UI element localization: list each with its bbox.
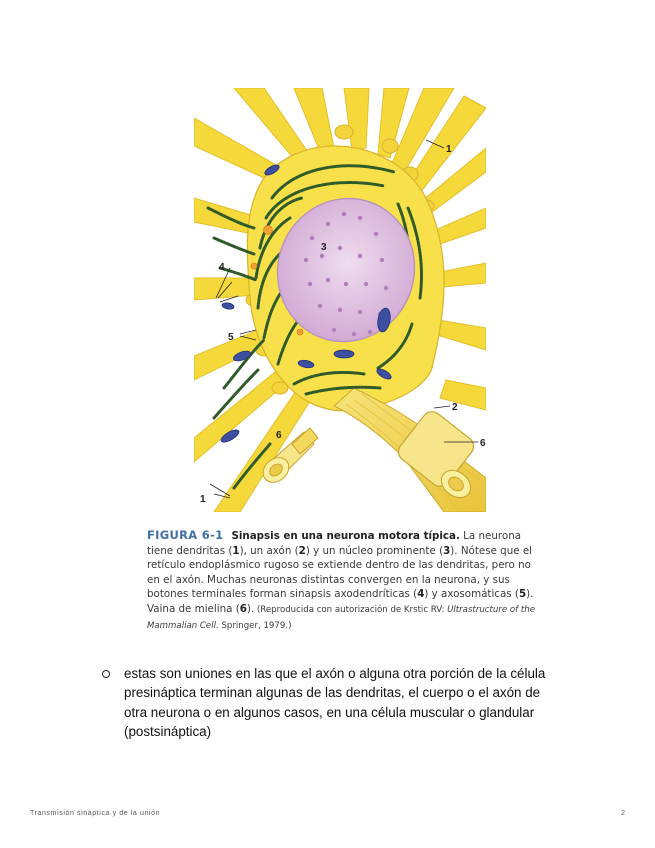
caption-ref-6: 6 xyxy=(239,602,247,615)
caption-source-end: Springer, 1979.) xyxy=(218,620,292,631)
caption-source: (Reproducida con autorización de Krstic RV: xyxy=(254,604,448,615)
caption-text: ). xyxy=(246,602,255,615)
list-item xyxy=(102,664,562,741)
caption-text: ). Nótese que el retículo endoplásmico rugoso se extiende dentro de las dendritas, pero no en el axón. Muchas neuronas distintas convergen en la neurona, y sus botones terminales forman sinapsis axodendríticas ( xyxy=(147,544,533,601)
callout-5: 5 xyxy=(228,332,234,343)
caption-text: ). Vaina de mielina ( xyxy=(147,588,534,615)
callout-6-left: 6 xyxy=(276,430,282,441)
figure-title: Sinapsis en una neurona motora típica. xyxy=(231,530,460,542)
figure-caption xyxy=(147,528,542,633)
callout-4: 4 xyxy=(219,262,225,273)
callout-1-top: 1 xyxy=(446,144,452,155)
caption-text: La neurona tiene dendritas ( xyxy=(147,530,522,557)
caption-ref-4: 4 xyxy=(417,588,425,601)
caption-text: ) y un núcleo prominente ( xyxy=(305,544,444,557)
caption-text: ), un axón ( xyxy=(239,544,299,557)
footer-title: Transmisión sináptica y de la unión xyxy=(30,810,161,817)
caption-text: ) y axosomáticas ( xyxy=(424,588,519,601)
caption-ref-2: 2 xyxy=(298,544,306,557)
caption-ref-1: 1 xyxy=(232,544,240,557)
callout-3: 3 xyxy=(321,242,327,253)
caption-ref-3: 3 xyxy=(443,544,451,557)
caption-ref-5: 5 xyxy=(518,588,527,601)
callout-2: 2 xyxy=(452,402,458,413)
caption-source-title: Ultrastructure of the Mammalian Cell. xyxy=(147,604,535,631)
callout-6-right: 6 xyxy=(480,438,486,449)
figure-label: FIGURA 6-1 xyxy=(147,528,224,542)
bullet-marker-icon xyxy=(102,670,110,678)
page-number: 2 xyxy=(621,810,625,817)
neuron-illustration xyxy=(194,88,486,512)
bullet-text: estas son uniones en las que el axón o alguna otra porción de la célula presináptica terminan algunas de las dendritas, el cuerpo o el axón de otra neurona o en algunos casos, en una célula muscular o glandular (postsináptica) xyxy=(124,666,546,739)
callout-1-bottom: 1 xyxy=(200,494,206,505)
